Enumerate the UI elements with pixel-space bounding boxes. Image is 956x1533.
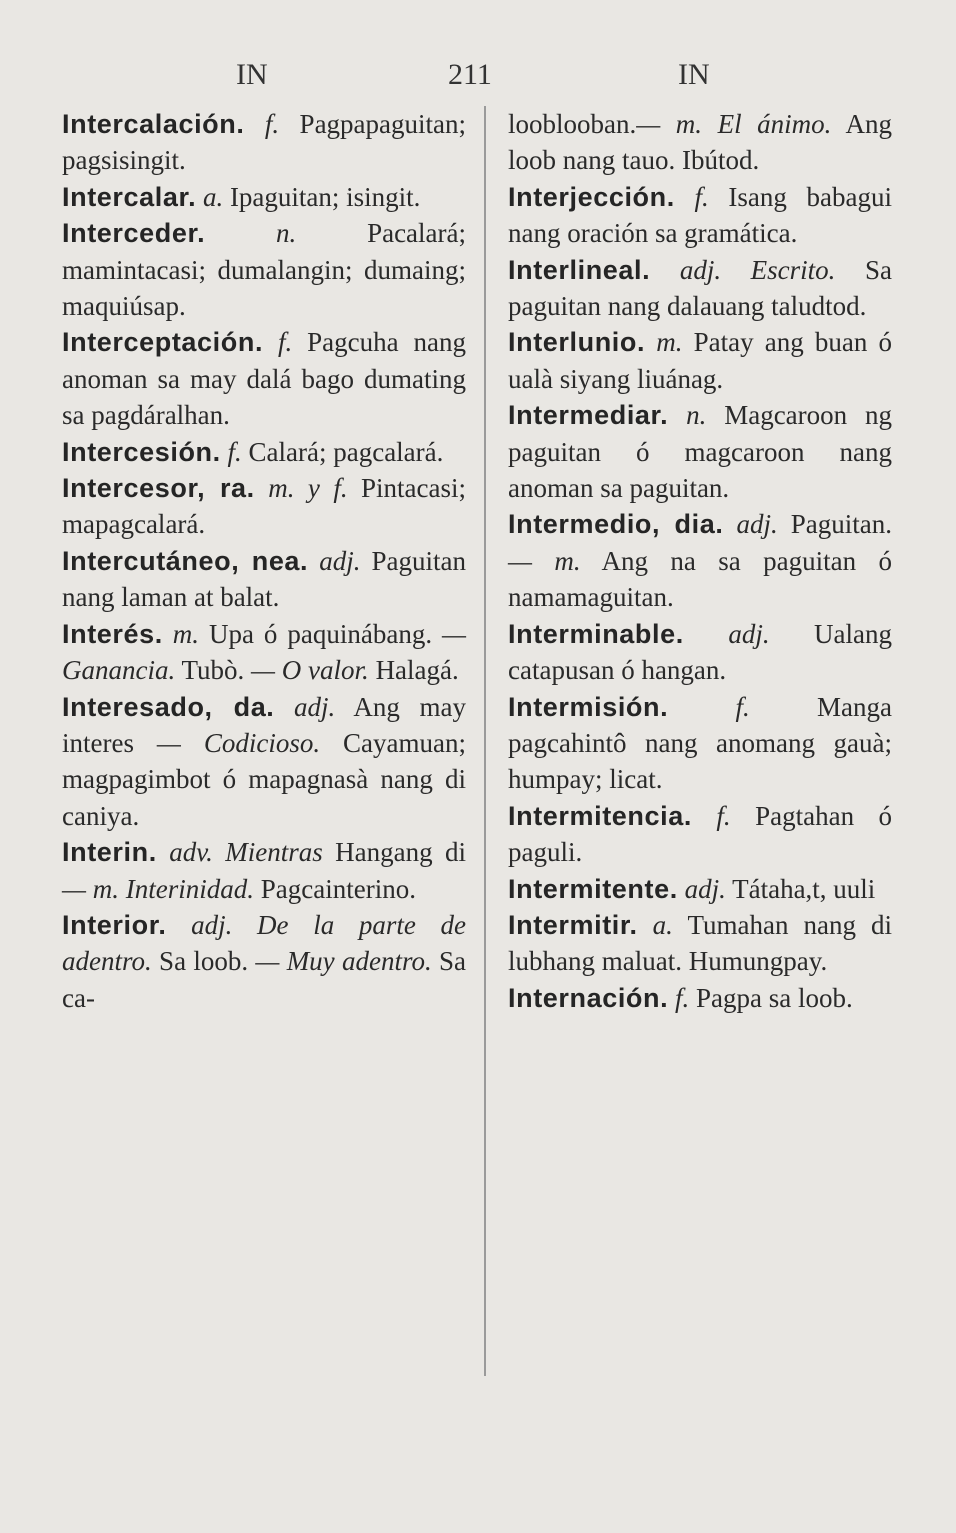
entry-interior-continued: looblooban.— m. El ánimo. Ang loob nang tauo. Ibútod. [508,109,893,176]
entry-intercesor: Intercesor, ra. m. y f. Pintacasi; mapagcalará. [62,473,466,540]
column-divider [484,106,486,1376]
running-head-left: IN [236,58,268,91]
entry-internacion: Internación. f. Pagpa sa loob. [508,982,853,1013]
entry-interlineal: Interlineal. adj. Escrito. Sa paguitan nang dalauang taludtod. [508,254,892,322]
entry-interin: Interin. adv. Mientras Hangang di — m. Interinidad. Pagcainterino. [62,837,467,904]
entry-interior: Interior. adj. De la parte de adentro. Sa loob. — Muy adentro. Sa ca- [62,909,467,1013]
running-head-right: IN [678,58,710,91]
entry-intermedio: Intermedio, dia. adj. Paguitan. — m. Ang na sa paguitan ó namamaguitan. [508,509,892,613]
entry-intermision: Intermisión. f. Manga pagcahintô nang anomang gauà; humpay; licat. [508,691,893,795]
entry-interes: Interés. m. Upa ó paquinábang. — Ganancia. Tubò. — O valor. Halagá. [62,618,467,686]
entry-interminable: Interminable. adj. Ualang catapusan ó hangan. [508,618,893,686]
entry-intermitencia: Intermitencia. f. Pagtahan ó paguli. [508,800,892,868]
page-header [0,58,956,102]
left-column [62,106,466,1016]
entry-intermitir: Intermitir. a. Tumahan nang di lubhang maluat. Humungpay. [508,909,893,977]
entry-intermitente: Intermitente. adj. Tátaha,t, uuli [508,873,876,904]
entry-interesado: Interesado, da. adj. Ang may interes — Codicioso. Cayamuan; magpagimbot ó mapagnasà nang di caniya. [62,691,467,831]
entry-intercutaneo: Intercutáneo, nea. adj. Paguitan nang laman at balat. [62,545,467,613]
entry-intercesion: Intercesión. f. Calará; pagcalará. [62,436,444,467]
entry-interceder: Interceder. n. Pacalará; mamintacasi; dumalangin; dumaing; maquiúsap. [62,218,467,322]
entry-interceptacion: Interceptación. f. Pagcuha nang anoman sa may dalá bago dumating sa pagdáralhan. [62,327,467,431]
entry-intermediar: Intermediar. n. Magcaroon ng paguitan ó magcaroon nang anoman sa paguitan. [508,400,892,504]
entry-intercalar: Intercalar. a. Ipaguitan; isingit. [62,181,421,212]
page-number: 211 [448,58,492,91]
entry-intercalacion: Intercalación. f. Pagpapaguitan; pagsisingit. [62,109,467,176]
entry-interlunio: Interlunio. m. Patay ang buan ó ualà siyang liuánag. [508,327,892,394]
entry-interjeccion: Interjección. f. Isang babagui nang oración sa gramática. [508,181,892,249]
right-column [508,106,892,1016]
